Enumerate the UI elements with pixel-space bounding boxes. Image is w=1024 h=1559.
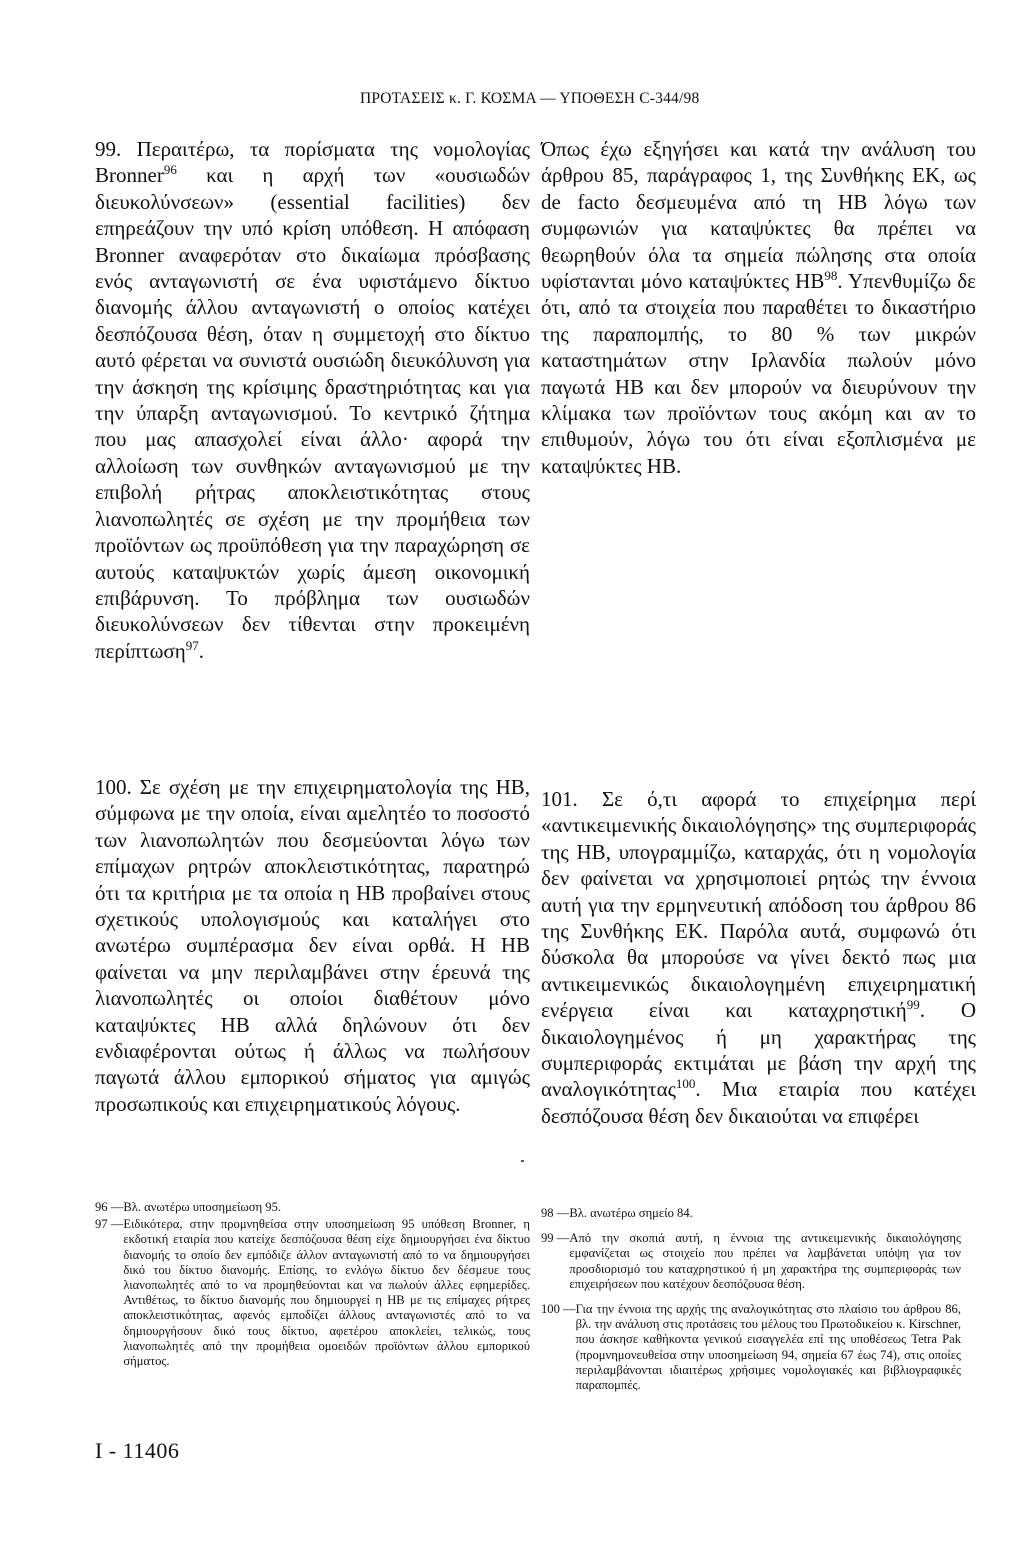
footnote-ref-96[interactable]: 96 [163, 162, 177, 178]
footnote-96 [95, 1200, 530, 1215]
paragraph-text: . Υπενθυμίζω δε ότι, από τα στοιχεία που παραθέτει το δικαστήριο της παραπομπής, το 80 % των μικρών καταστημάτων στην Ιρλανδία πωλούν μόνο παγωτά ΗΒ και δεν μπορούν να διευρύνουν την κλίμακα των προϊόντων τους ακόμη και αν το επιθυμούν, λόγω του ότι είναι εξοπλισμένα με καταψύκτες ΗΒ. [541, 269, 976, 478]
footnote-ref-98[interactable]: 98 [824, 268, 838, 284]
paragraph-text: . [198, 638, 204, 663]
page-number: I - 11406 [95, 1438, 180, 1463]
footnote-text: Βλ. ανωτέρω υποσημείωση 95. [123, 1200, 282, 1214]
paragraph-text: 100. Σε σχέση με την επιχειρηματολογία της ΗΒ, σύμφωνα με την οποία, είναι αμελητέο το ποσοστό των λιανοπωλητών που δεσμεύονται λόγω των επίμαχων ρητρών αποκλειστικότητας, παρατηρώ ότι τα κριτήρια με τα οποία η ΗΒ προβαίνει στους σχετικούς υπολογισμούς και καταλήγει στο ανωτέρω συμπέρασμα δεν είναι ορθά. Η ΗΒ φαίνεται να μην περιλαμβάνει στην έρευνά της λιανοπωλητές οι οποίοι διαθέτουν μόνο καταψύκτες ΗΒ αλλά δηλώνουν ότι δεν ενδιαφέρονται ούτως ή άλλως να πωλήσουν παγωτά άλλου εμπορικού σήματος για αμιγώς προσωπικούς και επιχειρηματικούς λόγους. [95, 775, 530, 1116]
footnote-100 [541, 1302, 961, 1393]
paragraph-text: 101. Σε ό,τι αφορά το επιχείρημα περί «αντικειμενικής δικαιολόγησης» της συμπεριφοράς της ΗΒ, υπογραμμίζω, καταρχάς, ότι η νομολογία δεν φαίνεται να χρησιμοποιεί ρητώς την έννοια αυτή για την ερμηνευτική απόδοση του άρθρου 86 της Συνθήκης ΕΚ. Παρόλα αυτά, συμφωνώ ότι δύσκολα θα μπορούσε να γίνει δεκτό πως μια αντικειμενικώς δικαιολογημένη επιχειρηματική ενέργεια είναι και καταχρηστική [541, 787, 976, 1023]
footnote-number: 97 — [95, 1217, 124, 1232]
footnote-text: Από την σκοπιά αυτή, η έννοια της αντικειμενικής δικαιολόγησης εμφανίζεται ως στοιχείο που πρέπει να λαμβάνεται υπόψη για τον προσδιορισμό του καταχρηστικού ή μη χαρακτήρα της συμπεριφοράς των επιχειρήσεων που κατέχουν δεσπόζουσα θέση. [569, 1231, 961, 1291]
footnote-99 [541, 1231, 961, 1292]
footnote-98 [541, 1206, 961, 1221]
footnote-number: 96 — [95, 1200, 124, 1214]
running-header: ΠΡΟΤΑΣΕΙΣ κ. Γ. ΚΟΣΜΑ — ΥΠΟΘΕΣΗ C-344/98 [360, 90, 700, 107]
footnote-97 [95, 1217, 530, 1369]
paragraph-99-continued [541, 136, 976, 479]
footnote-text: Ειδικότερα, στην προμνηθείσα στην υποσημείωση 95 υπόθεση Bronner, η εκδοτική εταιρία που κατείχε δεσπόζουσα θέση είχε δημιουργήσει ένα δίκτυο διανομής το οποίο δεν εμπόδιζε άλλον ανταγωνιστή από το να δημιουργήσει δικό του δίκτυο διανομής. Επίσης, το ενλόγω δίκτυο δεν δέσμευε τους λιανοπωλητές από το να προμηθεύονται και να πωλούν άλλες εφημερίδες. Αντιθέτως, το δίκτυο διανομής που δημιουργεί η ΗΒ με τις επίμαχες ρήτρες αποκλειστικότητας, αφενός εμποδίζει άλλους ανταγωνιστές από το να δημιουργήσουν δικό τους δίκτυο, αφετέρου αποκλείει, τελικώς, τους λιανοπωλητές από την προμήθεια ομοειδών προϊόντων άλλου εμπορικού σήματος. [123, 1217, 530, 1369]
stray-mark [521, 1160, 524, 1162]
paragraph-text: και η αρχή των «ουσιωδών διευκολύνσεων» (essential facilities) δεν επηρεάζουν την υπό κρίση υπόθεση. Η απόφαση Bronner αναφερόταν στο δικαίωμα πρόσβασης ενός ανταγωνιστή σε ένα υφιστάμενο δίκτυο διανομής άλλου ανταγωνιστή ο οποίος κατέχει δεσπόζουσα θέση, όταν η συμμετοχή στο δίκτυο αυτό φέρεται να συνιστά ουσιώδη διευκόλυνση για την άσκηση της κρίσιμης δραστηριότητας και για την ύπαρξη ανταγωνισμού. Το κεντρικό ζήτημα που μας απασχολεί είναι άλλο· αφορά την αλλοίωση των συνθηκών ανταγωνισμού με την επιβολή ρήτρας αποκλειστικότητας στους λιανοπωλητές σε σχέση με την προμήθεια των προϊόντων ως προϋπόθεση για την παραχώρηση σε αυτούς καταψυκτών χωρίς άμεση οικονομική επιβάρυνση. Το πρόβλημα των ουσιωδών διευκολύνσεων δεν τίθενται στην προκειμένη περίπτωση [95, 163, 530, 663]
paragraph-text: . Ο δικαιολογημένος ή μη χαρακτήρας της συμπεριφοράς εκτιμάται με βάση την αρχή της αναλογικότητας [541, 998, 976, 1102]
footnote-text: Για την έννοια της αρχής της αναλογικότητας στο πλαίσιο του άρθρου 86, βλ. την ανάλυση στις προτάσεις του μέλους του Πρωτοδικείου κ. Kirschner, που άσκησε καθήκοντα γενικού εισαγγελέα επί της υποθέσεως Tetra Pak (προμνημονευθείσα στην υποσημείωση 94, σημεία 67 έως 74), στις οποίες περιλαμβάνονται ιδιαιτέρως χρήσιμες νομολογιακές και βιβλιογραφικές παραπομπές. [575, 1302, 961, 1393]
paragraph-text: . Μια εταιρία που κατέχει δεσπόζουσα θέση δεν δικαιούται να επιφέρει [541, 1077, 976, 1128]
paragraph-101 [541, 786, 976, 1129]
footnote-number: 98 — [541, 1206, 570, 1220]
footnotes-left [95, 1200, 530, 1371]
footnote-ref-97[interactable]: 97 [185, 637, 199, 653]
footnote-ref-99[interactable]: 99 [906, 997, 920, 1013]
footnotes-right [541, 1206, 961, 1403]
footnote-text: Βλ. ανωτέρω σημείο 84. [569, 1206, 693, 1220]
paragraph-text: 99. Περαιτέρω, τα πορίσματα της νομολογίας Bronner [95, 137, 530, 188]
paragraph-99 [95, 136, 530, 664]
paragraph-text: Όπως έχω εξηγήσει και κατά την ανάλυση του άρθρου 85, παράγραφος 1, της Συνθήκης ΕΚ, ως de facto δεσμευμένα από τη ΗΒ λόγω των συμφωνιών για καταψύκτες θα πρέπει να θεωρηθούν όλα τα σημεία πώλησης στα οποία υφίστανται μόνο καταψύκτες ΗΒ [541, 137, 976, 294]
paragraph-100 [95, 774, 530, 1117]
footnote-number: 99 — [541, 1231, 570, 1246]
footnote-ref-100[interactable]: 100 [675, 1076, 696, 1092]
footnote-number: 100 — [541, 1302, 576, 1317]
